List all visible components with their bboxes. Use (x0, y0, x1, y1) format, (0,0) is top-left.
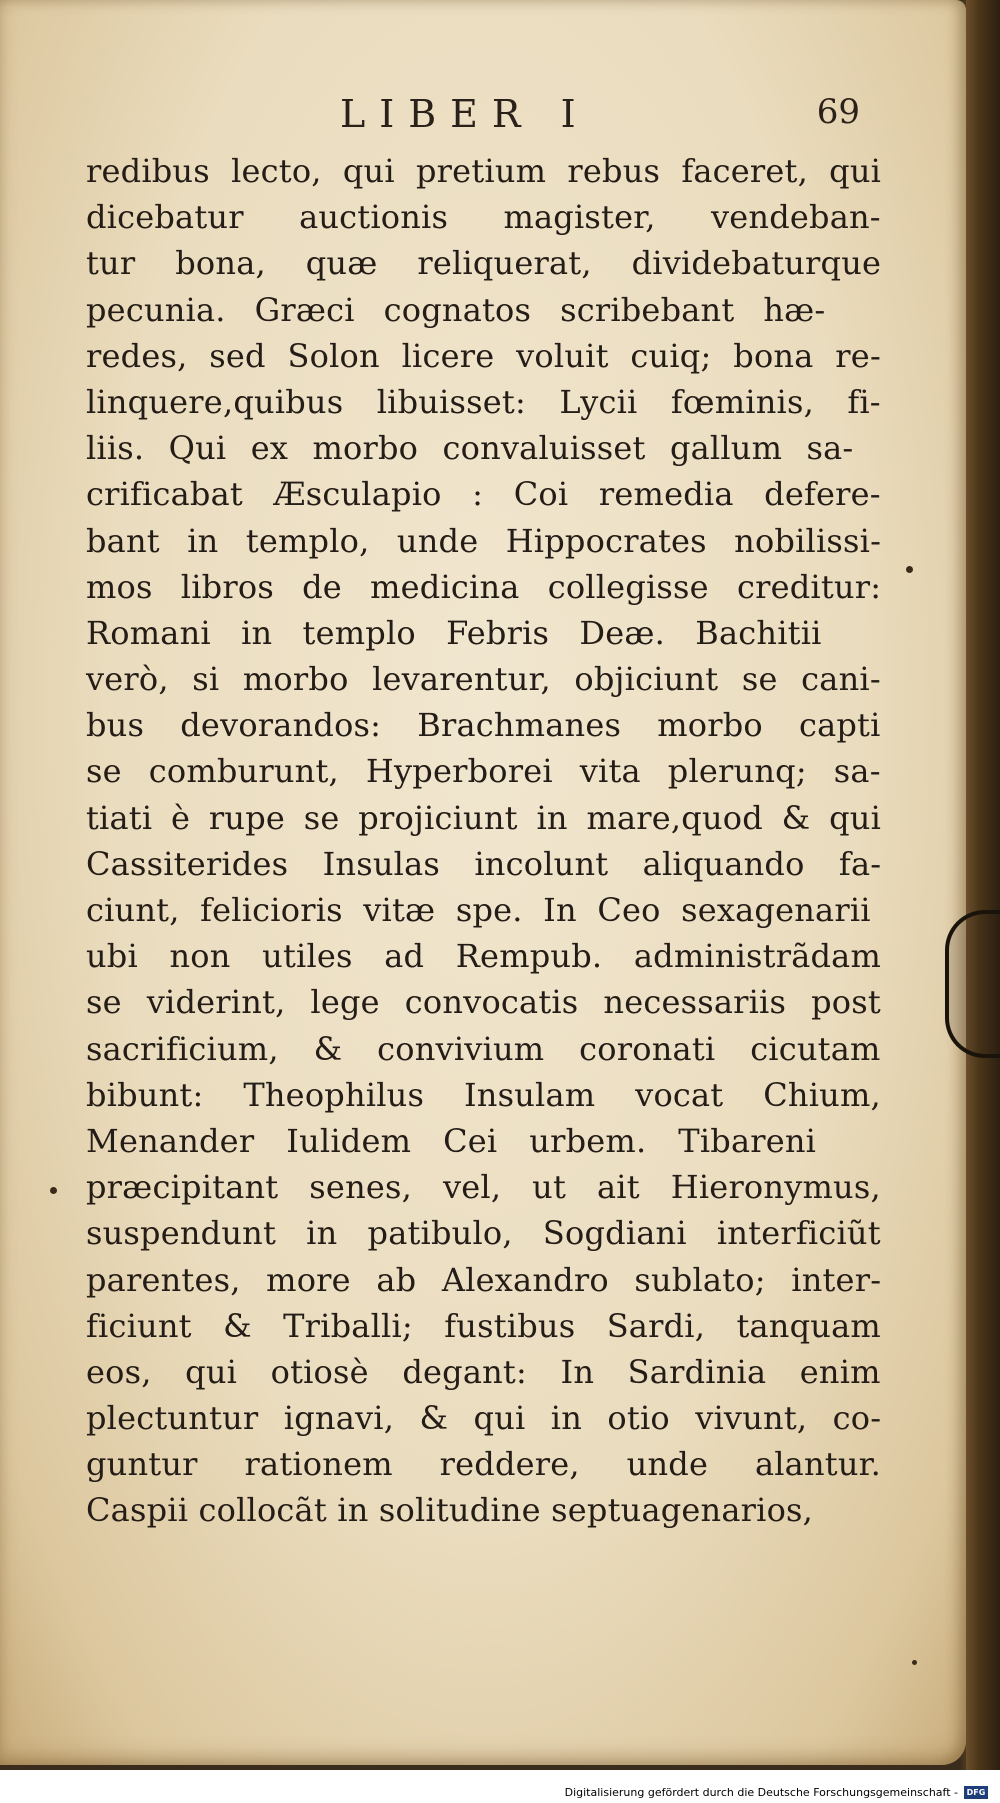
dfg-logo: DFG (964, 1786, 988, 1799)
text-line: tur bona, quæ reliquerat, dividebaturque (86, 244, 882, 283)
running-head: LIBER I (340, 92, 590, 136)
text-line: præcipitant senes, vel, ut ait Hieronymus, (86, 1168, 881, 1207)
text-line: ficiunt & Triballi; fustibus Sardi, tanquam (86, 1306, 881, 1345)
text-line: pecunia. Græci cognatos scribebant hæ- (86, 290, 826, 329)
page-clip (945, 910, 1000, 1058)
text-line: mos libros de medicina collegisse creditur: (86, 567, 882, 606)
text-line: suspendunt in patibulo, Sogdiani interficiũt (86, 1214, 881, 1253)
text-line: dicebatur auctionis magister, vendeban- (86, 198, 881, 237)
digitization-credit: Digitalisierung gefördert durch die Deutsche Forschungsgemeinschaft - (564, 1786, 958, 1799)
page-number: 69 (816, 92, 860, 132)
text-line: Romani in templo Febris Deæ. Bachitii (86, 613, 822, 652)
text-line: Cassiterides Insulas incolunt aliquando fa- (86, 844, 882, 883)
book-edge (966, 0, 1000, 1770)
ink-spot (912, 1660, 917, 1665)
text-line: crificabat Æsculapio : Coi remedia defere- (86, 475, 881, 514)
text-line: se comburunt, Hyperborei vita plerunq; sa- (86, 752, 881, 791)
text-line: bibunt: Theophilus Insulam vocat Chium, (86, 1075, 881, 1114)
text-line: verò, si morbo levarentur, objiciunt se cani- (86, 660, 881, 699)
text-line: liis. Qui ex morbo convaluisset gallum sa- (86, 429, 854, 468)
text-line: redes, sed Solon licere voluit cuiq; bona re- (86, 336, 881, 375)
text-line: Menander Iulidem Cei urbem. Tibareni (86, 1121, 817, 1160)
page-header (340, 92, 860, 142)
text-line: bant in templo, unde Hippocrates nobilissi- (86, 521, 882, 560)
text-line: linquere,quibus libuisset: Lycii fœminis, fi- (86, 382, 881, 421)
text-line: guntur rationem reddere, unde alantur. (86, 1445, 881, 1484)
text-line: sacrificium, & convivium coronati cicutam (86, 1029, 881, 1068)
text-line: ubi non utiles ad Rempub. administrãdam (86, 937, 882, 976)
text-line: se viderint, lege convocatis necessariis post (86, 983, 881, 1022)
text-line: redibus lecto, qui pretium rebus faceret, qui (86, 152, 882, 190)
text-line: ciunt, felicioris vitæ spe. In Ceo sexagenarii (86, 891, 871, 929)
ink-spot (50, 1187, 57, 1194)
page-body-text (86, 148, 881, 1534)
ink-spot (906, 566, 913, 573)
text-line: Caspii collocãt in solitudine septuagenarios, (86, 1491, 814, 1530)
text-line: tiati è rupe se projiciunt in mare,quod & qui (86, 798, 882, 837)
text-line: eos, qui otiosè degant: In Sardinia enim (86, 1352, 881, 1391)
text-line: parentes, more ab Alexandro sublato; inter- (86, 1260, 882, 1299)
text-line: plectuntur ignavi, & qui in otio vivunt, co- (86, 1399, 882, 1438)
text-line: bus devorandos: Brachmanes morbo capti (86, 706, 881, 745)
